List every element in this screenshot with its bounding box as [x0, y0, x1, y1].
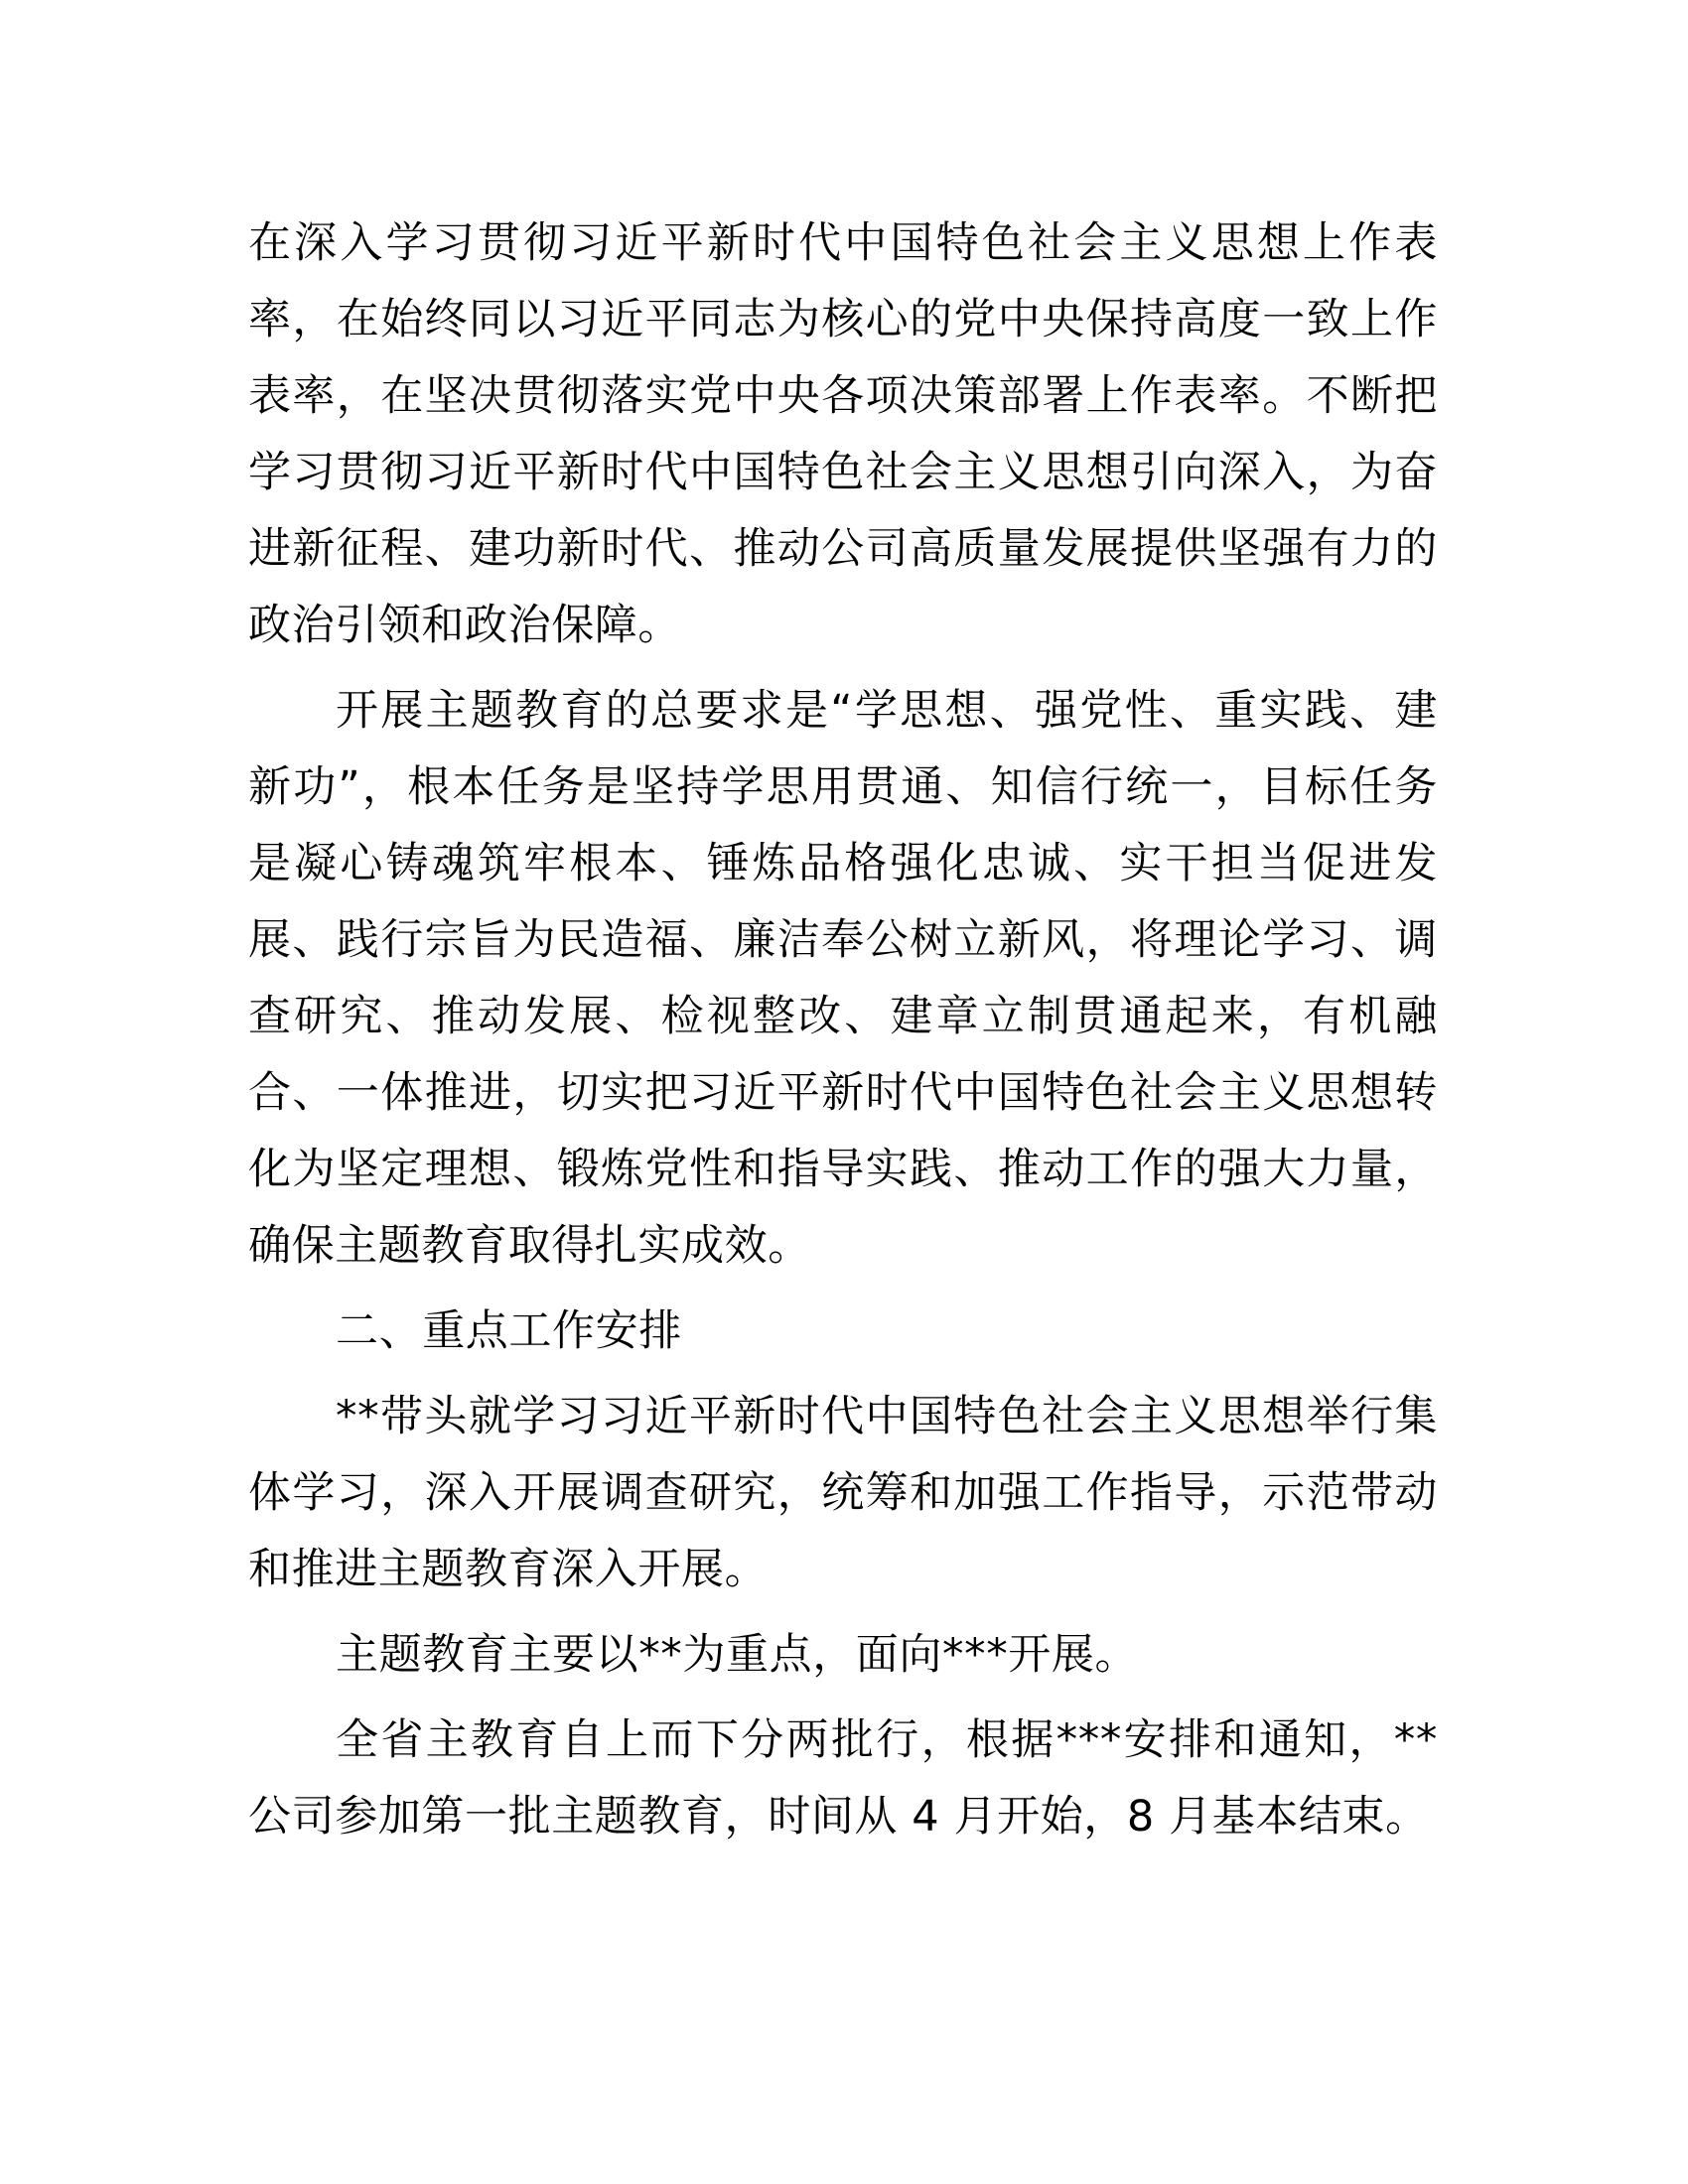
paragraph-general-requirements: 开展主题教育的总要求是“学思想、强党性、重实践、建新功”，根本任务是坚持学思用贯通、知信行统一，目标任务是凝心铸魂筑牢根本、锤炼品格强化忠诚、实干担当促进发展、践行宗旨为民造福、廉洁奉公树立新风，将理论学习、调查研究、推动发展、检视整改、建章立制贯通起来，有机融合、一体推进，切实把习近平新时代中国特色社会主义思想转化为坚定理想、锻炼党性和指导实践、推动工作的强大力量，确保主题教育取得扎实成效。: [248, 686, 1438, 1271]
paragraph-intro: 在深入学习贯彻习近平新时代中国特色社会主义思想上作表率，在始终同以习近平同志为核心的党中央保持高度一致上作表率，在坚决贯彻落实党中央各项决策部署上作表率。不断把学习贯彻习近平新时代中国特色社会主义思想引向深入，为奋进新征程、建功新时代、推动公司高质量发展提供坚强有力的政治引领和政治保障。: [248, 218, 1438, 650]
paragraph-focus: 主题教育主要以**为重点，面向***开展。: [336, 1630, 1139, 1680]
paragraph-schedule: 全省主教育自上而下分两批行，根据***安排和通知，**公司参加第一批主题教育，时间从 4 月开始，8 月基本结束。: [248, 1715, 1438, 1842]
paragraph-collective-study: **带头就学习习近平新时代中国特色社会主义思想举行集体学习，深入开展调查研究，统筹和加强工作指导，示范带动和推进主题教育深入开展。: [248, 1392, 1438, 1594]
document-page: [248, 205, 1438, 1864]
section-heading-key-work: 二、重点工作安排: [336, 1306, 682, 1356]
